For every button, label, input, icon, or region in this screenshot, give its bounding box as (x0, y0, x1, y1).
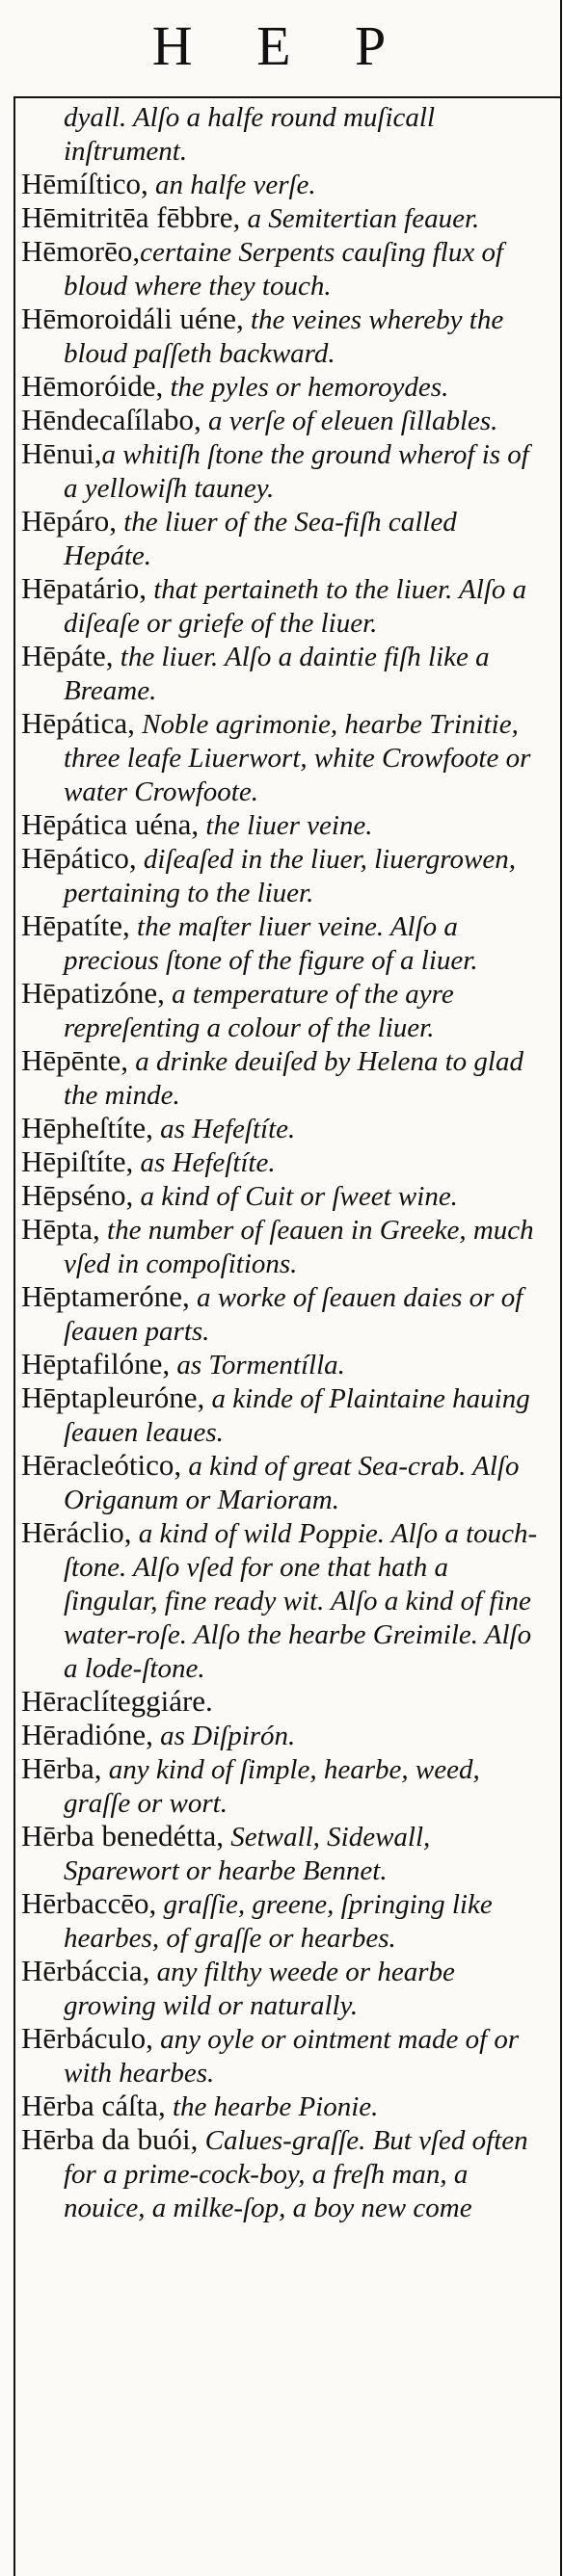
dictionary-entry (21, 707, 546, 808)
definition: a drinke deuiſed by Helena to glad the minde. (64, 1046, 523, 1111)
definition: a Semitertian feauer. (240, 203, 480, 234)
definition: dyall. Alſo a halfe round muſicall inſtrument. (64, 102, 436, 167)
dictionary-entry (21, 1685, 546, 1719)
dictionary-entry (21, 505, 546, 572)
dictionary-entry (21, 2022, 546, 2090)
definition: a kind of Cuit or ſweet wine. (133, 1181, 458, 1212)
definition: the liuer. Alſo a daintie fiſh like a Breame. (64, 642, 490, 706)
headword: Hērba cáſta, (21, 2089, 166, 2122)
dictionary-entry (21, 1887, 546, 1955)
dictionary-entry (21, 100, 546, 168)
definition: certaine Serpents cauſing flux of bloud where they touch. (64, 237, 504, 302)
headword: Hērba da buói, (21, 2122, 199, 2156)
dictionary-entry (21, 302, 546, 370)
definition: a whitiſh ſtone the ground wherof is of a yellowiſh tauney. (64, 439, 529, 504)
headword: Hēpática uéna, (21, 807, 200, 841)
right-column-rule (560, 0, 562, 2576)
definition: the number of ſeauen in Greeke, much vſed in compoſitions. (64, 1215, 534, 1279)
dictionary-entry (21, 842, 546, 909)
headword: Hēpséno, (21, 1178, 134, 1212)
definition: that pertaineth to the liuer. Alſo a diſeaſe or griefe of the liuer. (64, 574, 527, 639)
dictionary-entry (21, 640, 546, 707)
headword: Hēmoróide, (21, 369, 164, 403)
dictionary-entry (21, 1955, 546, 2022)
entry-list (21, 100, 546, 2224)
headword: Hēmitritēa fēbbre, (21, 200, 241, 234)
definition: graſſie, greene, ſpringing like hearbes, of graſſe or hearbes. (64, 1889, 493, 1954)
headword: Hērbáculo, (21, 2021, 153, 2055)
headword: Hēpática, (21, 706, 135, 740)
definition: Calues-graſſe. But vſed often for a prime-cock-boy, a freſh man, a nouice, a milke-ſop, a boy new come (64, 2125, 528, 2223)
dictionary-entry (21, 370, 546, 404)
dictionary-entry (21, 572, 546, 640)
dictionary-entry (21, 201, 546, 235)
headword: Hēpatizóne, (21, 976, 165, 1010)
definition: Setwall, Sidewall, Sparewort or hearbe Bennet. (64, 1822, 431, 1886)
dictionary-entry (21, 1213, 546, 1280)
dictionary-entry (21, 1112, 546, 1145)
headword: Hēmíſtico, (21, 167, 148, 200)
headword: Hēpatíte, (21, 908, 130, 942)
definition: any filthy weede or hearbe growing wild or naturally. (64, 1957, 455, 2021)
headword: Hērba benedétta, (21, 1819, 224, 1853)
headword: Hēnui, (21, 436, 102, 470)
headword: Hērbáccia, (21, 1954, 150, 1987)
headword: Hēndecaſílabo, (21, 403, 201, 436)
running-head: H E P (151, 14, 412, 77)
headword: Hērbaccēo, (21, 1886, 157, 1920)
definition: Noble agrimonie, hearbe Trinitie, three leafe Liuerwort, white Crowfoote or water Crowfoote. (64, 709, 531, 807)
dictionary-entry (21, 1752, 546, 1820)
dictionary-entry (21, 1348, 546, 1381)
definition: any kind of ſimple, hearbe, weed, graſſe or wort. (64, 1754, 480, 1819)
definition: the pyles or hemoroydes. (163, 372, 449, 403)
dictionary-entry (21, 808, 546, 842)
definition: the veines whereby the bloud paſſeth backward. (64, 304, 504, 369)
definition: the liuer veine. (199, 810, 373, 841)
headword: Hēptameróne, (21, 1279, 190, 1313)
definition: a kind of great Sea-crab. Alſo Origanum or Marioram. (64, 1451, 520, 1515)
headword: Hēráclio, (21, 1515, 132, 1549)
dictionary-entry (21, 235, 546, 302)
definition: the hearbe Pionie. (165, 2091, 379, 2122)
headword: Hēpēnte, (21, 1043, 129, 1077)
headword: Hēpatário, (21, 571, 147, 605)
definition: a kind of wild Poppie. Alſo a touch-ſtone. Alſo vſed for one that hath a ſingular, fine ready wit. Alſo a kind of fine water-roſe. Alſo the hearbe Greimile. Alſo a lode-ſtone. (64, 1518, 538, 1684)
headword: Hēpiſtíte, (21, 1144, 134, 1178)
headword: Hēracleótico, (21, 1448, 182, 1482)
dictionary-entry (21, 404, 546, 437)
dictionary-entry (21, 977, 546, 1044)
definition: the liuer of the Sea-fiſh called Hepáte. (64, 507, 457, 571)
headword: Hēmoroidáli uéne, (21, 302, 244, 335)
dictionary-entry (21, 2090, 546, 2123)
left-column-rule (13, 96, 15, 2576)
page-header (0, 0, 563, 104)
dictionary-entry (21, 1449, 546, 1516)
dictionary-entry (21, 168, 546, 201)
dictionary-entry (21, 1044, 546, 1112)
top-rule (13, 96, 561, 98)
definition: as Hefeſtíte. (152, 1114, 296, 1144)
definition: a verſe of eleuen ſillables. (201, 406, 498, 436)
dictionary-entry (21, 2123, 546, 2224)
dictionary-entry (21, 1179, 546, 1213)
dictionary-entry (21, 437, 546, 505)
definition: diſeaſed in the liuer, liuergrowen, pertaining to the liuer. (64, 844, 516, 908)
headword: Hērba, (21, 1751, 102, 1785)
definition: an halfe verſe. (147, 170, 316, 200)
headword: Hēradióne, (21, 1718, 153, 1751)
definition: a worke of ſeauen daies or of ſeauen parts. (64, 1282, 523, 1347)
dictionary-entry (21, 1145, 546, 1179)
headword: Hēpheſtíte, (21, 1111, 153, 1144)
headword: Hēptafilóne, (21, 1347, 171, 1380)
dictionary-entry (21, 909, 546, 977)
definition: as Hefeſtíte. (133, 1147, 276, 1178)
definition: the maſter liuer veine. Alſo a precious ſtone of the figure of a liuer. (64, 911, 478, 976)
dictionary-entry (21, 1719, 546, 1752)
dictionary-entry (21, 1820, 546, 1887)
headword: Hēpáte, (21, 639, 114, 672)
dictionary-entry (21, 1280, 546, 1348)
headword: Hēpáro, (21, 504, 117, 538)
dictionary-entry (21, 1516, 546, 1685)
definition: a temperature of the ayre repreſenting a colour of the liuer. (64, 979, 454, 1043)
definition: as Tormentílla. (170, 1350, 345, 1380)
dictionary-entry (21, 1381, 546, 1449)
headword: Hēptapleuróne, (21, 1380, 205, 1414)
headword: Hēpta, (21, 1212, 100, 1246)
headword: Hēpático, (21, 841, 137, 875)
headword: Hēmorēo, (21, 234, 141, 268)
headword: Hēraclíteggiáre. (21, 1684, 213, 1718)
definition: a kinde of Plaintaine hauing ſeauen leaues. (64, 1383, 530, 1448)
definition: any oyle or ointment made of or with hearbes. (64, 2024, 520, 2089)
definition: as Diſpirón. (152, 1721, 296, 1751)
